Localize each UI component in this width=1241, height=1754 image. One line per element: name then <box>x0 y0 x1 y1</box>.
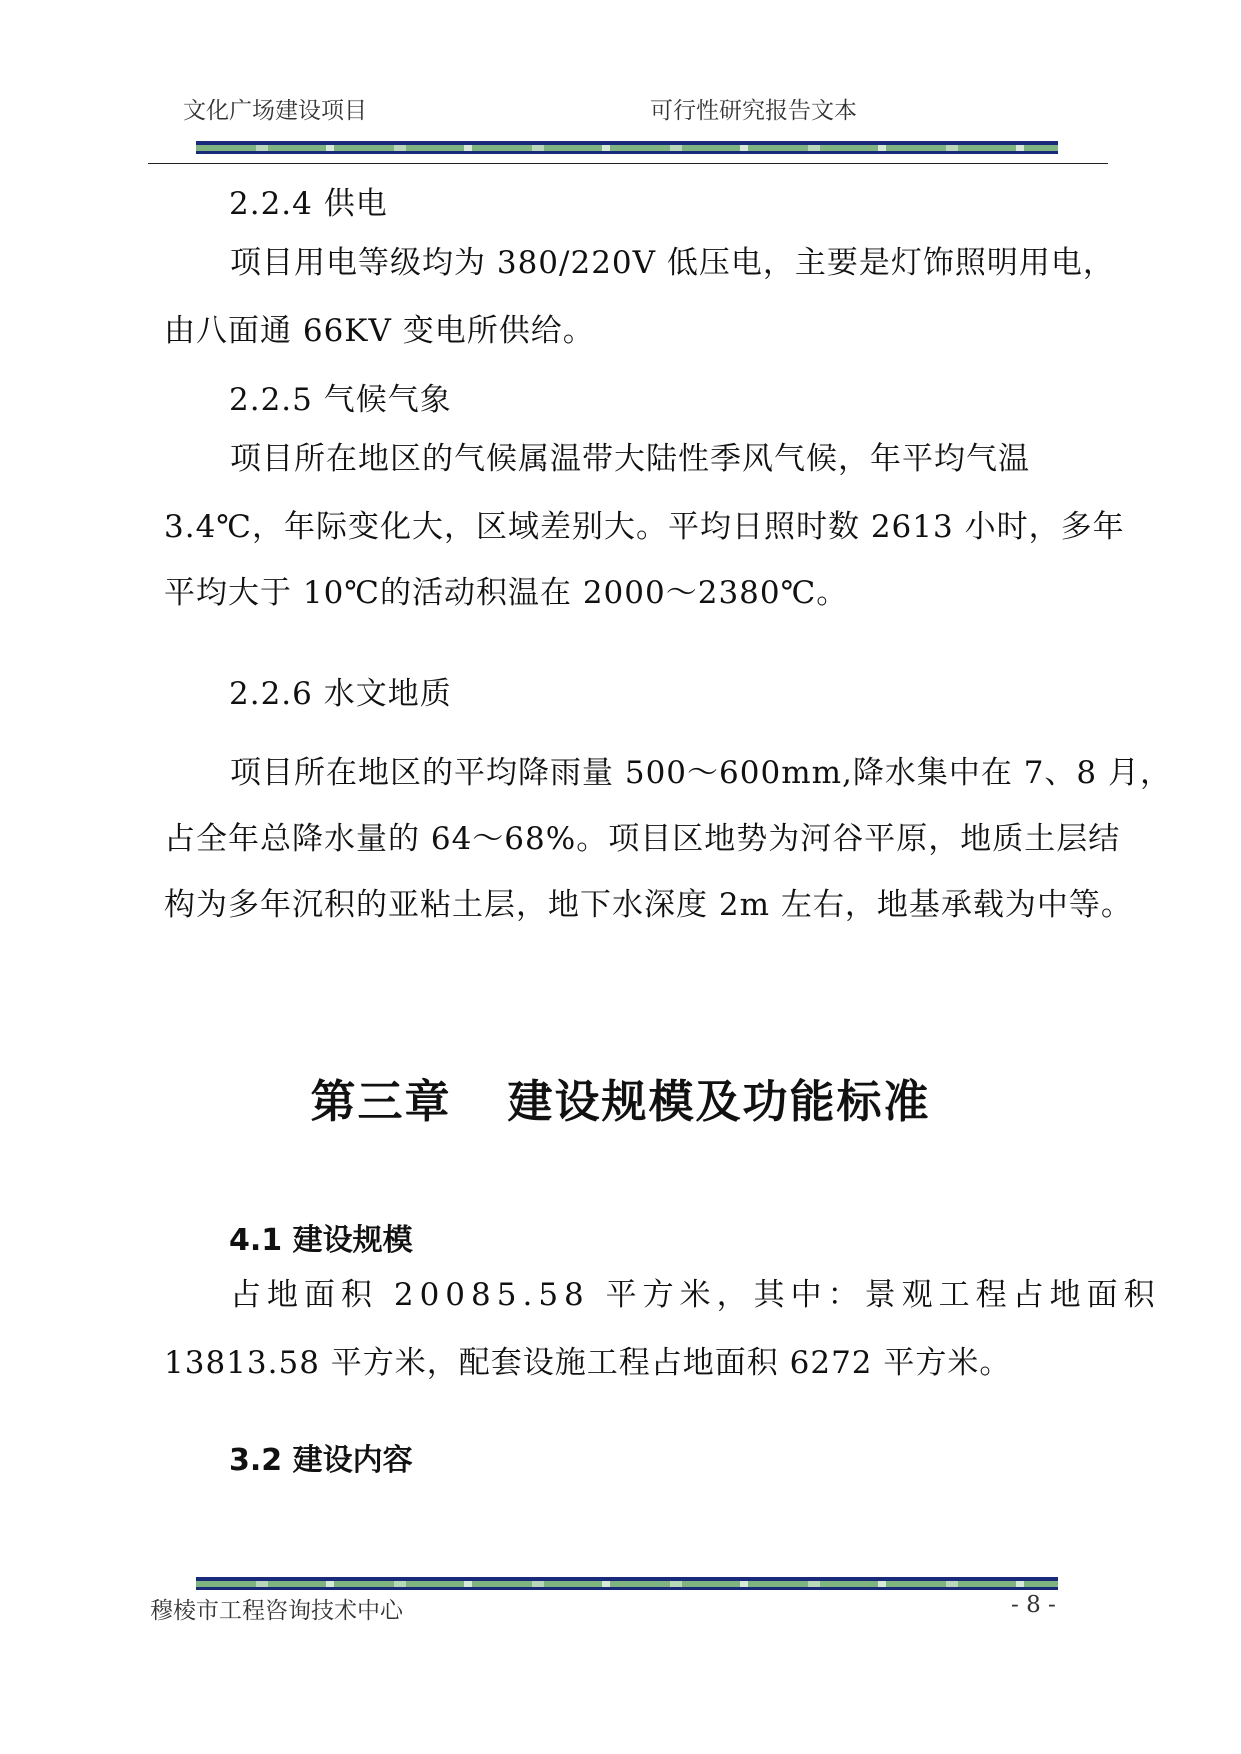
paragraph-line: 占地面积 20085.58 平方米，其中：景观工程占地面积 <box>230 1277 1161 1313</box>
header-decorative-band <box>196 141 1058 155</box>
header-project-name: 文化广场建设项目 <box>183 98 367 124</box>
footer-decorative-band <box>196 1577 1058 1591</box>
chapter-heading <box>0 1065 1241 1130</box>
paragraph-line: 平均大于 10℃的活动积温在 2000～2380℃。 <box>164 575 849 611</box>
header-rule <box>148 163 1108 164</box>
footer-organization: 穆棱市工程咨询技术中心 <box>150 1598 403 1624</box>
chapter-label: 第三章 <box>310 1075 452 1128</box>
paragraph-line: 占全年总降水量的 64～68%。项目区地势为河谷平原，地质土层结 <box>164 821 1121 857</box>
subsection-title-3-2: 3.2 建设内容 <box>229 1443 413 1478</box>
paragraph-line: 构为多年沉积的亚粘土层，地下水深度 2m 左右，地基承载为中等。 <box>164 887 1133 923</box>
paragraph-line: 3.4℃，年际变化大，区域差别大。平均日照时数 2613 小时，多年 <box>164 509 1125 545</box>
paragraph-line: 13813.58 平方米，配套设施工程占地面积 6272 平方米。 <box>164 1345 1012 1381</box>
section-title-2-2-6: 2.2.6 水文地质 <box>229 676 452 712</box>
header-doc-type: 可行性研究报告文本 <box>650 98 857 124</box>
paragraph-line: 由八面通 66KV 变电所供给。 <box>164 313 595 349</box>
section-title-2-2-5: 2.2.5 气候气象 <box>229 382 452 418</box>
chapter-title: 建设规模及功能标准 <box>507 1075 931 1128</box>
section-title-2-2-4: 2.2.4 供电 <box>229 186 388 222</box>
paragraph-line: 项目用电等级均为 380/220V 低压电，主要是灯饰照明用电， <box>230 245 1115 281</box>
paragraph-line: 项目所在地区的气候属温带大陆性季风气候，年平均气温 <box>230 441 1030 477</box>
subsection-title-4-1: 4.1 建设规模 <box>229 1223 413 1258</box>
page-number: - 8 - <box>1011 1592 1056 1618</box>
paragraph-line: 项目所在地区的平均降雨量 500～600mm,降水集中在 7、8 月， <box>230 755 1172 791</box>
